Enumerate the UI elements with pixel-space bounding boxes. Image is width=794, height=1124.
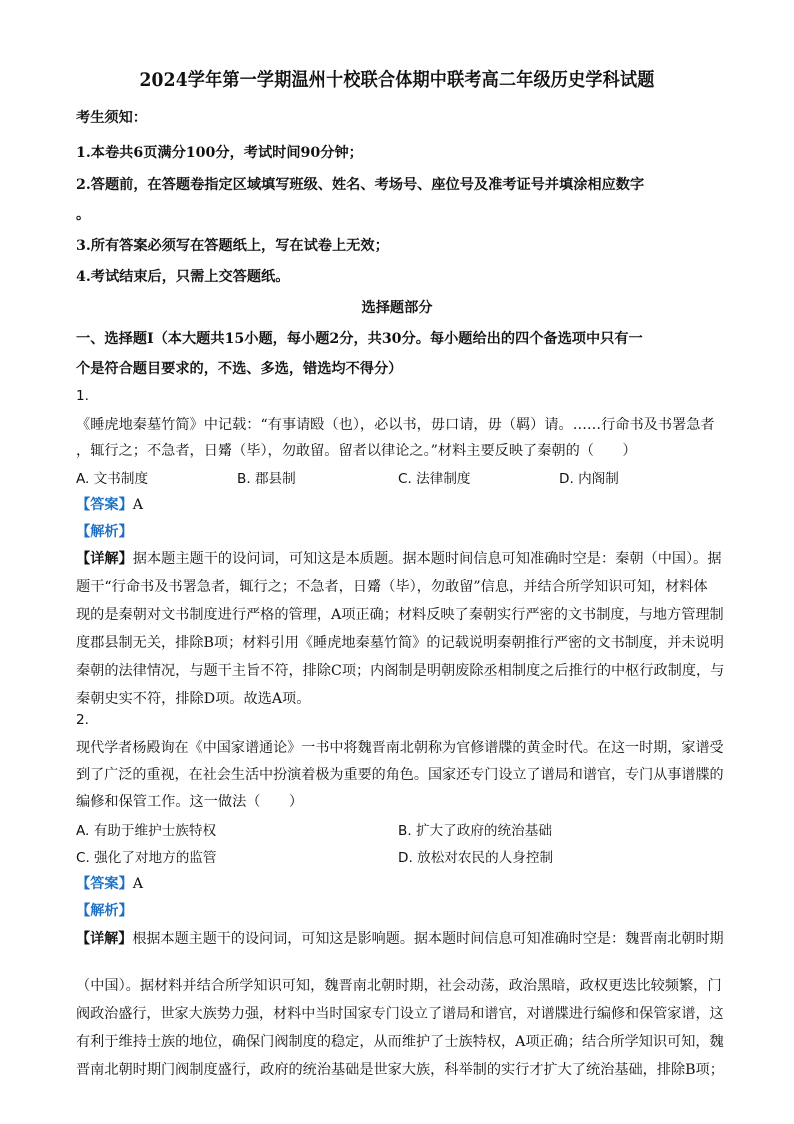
section-title: 选择题部分 [361,300,433,316]
option-d: D. 放松对农民的人身控制 [398,850,554,866]
answer-value: A [132,876,144,892]
notice-item: 。 [76,207,91,223]
section-instructions: 一、选择题Ⅰ（本大题共15小题，每小题2分，共30分。每小题给出的四个备选项中只有一 [76,331,643,347]
detail-line: 秦朝史实不符，排除D项。故选A项。 [76,691,311,707]
detail-label: 【详解】 [76,931,133,947]
option-c: C. 强化了对地方的监管 [76,850,217,866]
question-stem: 编修和保管工作。这一做法（ ） [76,794,304,810]
answer-row [76,873,143,893]
detail-text: 据本题主题干的设问词，可知这是本质题。据本题时间信息可知准确时空是：秦朝（中国）。据 [132,551,722,567]
answer-value: A [132,497,144,513]
option-a: A. 有助于维护士族特权 [76,823,217,839]
exam-title: 2024学年第一学期温州十校联合体期中联考高二年级历史学科试题 [139,70,655,91]
detail-line [76,928,724,948]
question-stem: 《睡虎地秦墓竹简》中记载：“有事请殹（也），必以书，毋口请，毋（羁）请。……行命书及书署急者 [76,417,715,433]
detail-line: 有利于维持士族的地位，确保门阀制度的稳定，从而维护了士族特权，A项正确；结合所学知识可知，魏 [76,1034,724,1050]
option-c: C. 法律制度 [398,471,471,487]
detail-line: （中国）。据材料并结合所学知识可知，魏晋南北朝时期，社会动荡，政治黑暗，政权更迭比较频繁，门 [76,978,722,994]
notice-item: 2.答题前，在答题卷指定区域填写班级、姓名、考场号、座位号及准考证号并填涂相应数字 [76,177,645,193]
notice-item: 4.考试结束后，只需上交答题纸。 [76,269,290,285]
detail-line: 现的是秦朝对文书制度进行严格的管理，A项正确；材料反映了秦朝实行严密的文书制度，与地方管理制 [76,607,724,623]
detail-line [76,548,722,568]
notice-item: 1.本卷共6页满分100分，考试时间90分钟； [76,145,363,161]
question-stem: ，辄行之；不急者，日觱（毕），勿敢留。留者以律论之。”材料主要反映了秦朝的（ ） [76,443,637,459]
answer-row [76,494,143,514]
detail-line: 度郡县制无关，排除B项；材料引用《睡虎地秦墓竹简》的记载说明秦朝推行严密的文书制度，并未说明 [76,635,724,651]
detail-line: 题干“行命书及书署急者，辄行之；不急者，日觱（毕），勿敢留”信息，并结合所学知识可知，材料体 [76,579,708,595]
question-number: 1. [76,388,89,404]
detail-line: 晋南北朝时期门阀制度盛行，政府的统治基础是世家大族，科举制的实行才扩大了统治基础，排除B项； [76,1062,724,1078]
section-instructions: 个是符合题目要求的，不选、多选，错选均不得分） [76,361,403,377]
option-b: B. 郡县制 [237,471,296,487]
notice-heading: 考生须知： [76,110,147,126]
analysis-label: 【解析】 [76,524,133,540]
notice-item: 3.所有答案必须写在答题纸上，写在试卷上无效； [76,238,389,254]
answer-label: 【答案】 [76,876,133,892]
question-number: 2. [76,712,89,728]
answer-label: 【答案】 [76,497,133,513]
detail-label: 【详解】 [76,551,133,567]
question-stem: 到了广泛的重视，在社会生活中扮演着极为重要的角色。国家还专门设立了谱局和谱官，专门从事谱牒的 [76,767,724,783]
option-d: D. 内阁制 [559,471,619,487]
detail-line: 秦朝的法律情况，与题干主旨不符，排除C项；内阁制是明朝废除丞相制度之后推行的中枢行政制度，与 [76,663,725,679]
option-b: B. 扩大了政府的统治基础 [398,823,552,839]
detail-text: 根据本题主题干的设问词，可知这是影响题。据本题时间信息可知准确时空是：魏晋南北朝时期 [132,931,724,947]
question-stem: 现代学者杨殿询在《中国家谱通论》一书中将魏晋南北朝称为官修谱牒的黄金时代。在这一时期，家谱受 [76,740,724,756]
option-a: A. 文书制度 [76,471,149,487]
detail-line: 阀政治盛行，世家大族势力强，材料中当时国家专门设立了谱局和谱官，对谱牒进行编修和保管家谱，这 [76,1006,724,1022]
analysis-label: 【解析】 [76,903,133,919]
